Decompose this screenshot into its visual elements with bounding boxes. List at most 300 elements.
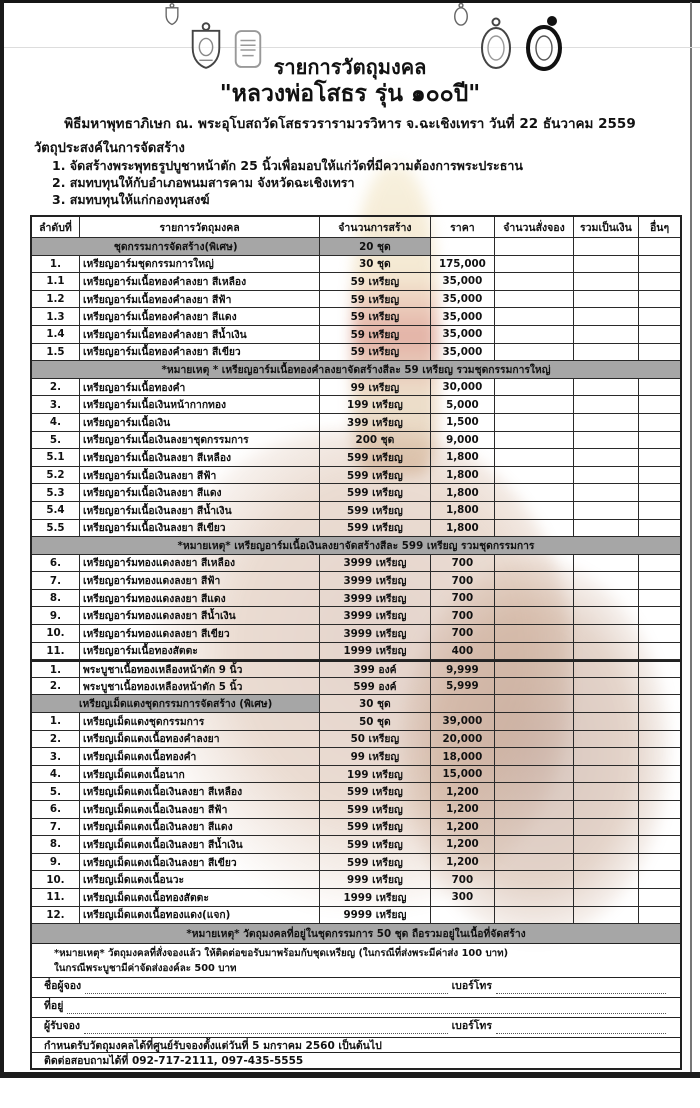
order-qty-cell xyxy=(495,836,573,853)
other-cell xyxy=(639,607,680,624)
qty-cell: 50 ชุด xyxy=(320,713,430,730)
row-number-cell: 11. xyxy=(32,643,80,660)
total-amount-cell xyxy=(574,273,639,290)
qty-cell: 3999 เหรียญ xyxy=(320,625,430,642)
price-cell: 700 xyxy=(431,555,496,572)
price-cell: 9,999 xyxy=(431,662,496,677)
order-qty-cell xyxy=(495,819,573,836)
total-amount-cell xyxy=(574,449,639,466)
item-name-cell: เหรียญอาร์มเนื้อทองคำลงยา สีน้ำเงิน xyxy=(80,326,320,343)
col-header-index: ลำดับที่ xyxy=(32,217,80,237)
shipping-note xyxy=(32,944,680,978)
other-cell xyxy=(639,396,680,413)
row-number-cell: 7. xyxy=(32,572,80,589)
order-qty-cell xyxy=(495,273,573,290)
row-number-cell: 1.1 xyxy=(32,273,80,290)
qty-cell: 3999 เหรียญ xyxy=(320,555,430,572)
item-name-cell: เหรียญอาร์มเนื้อทองคำลงยา สีเหลือง xyxy=(80,273,320,290)
table-row xyxy=(32,484,680,502)
total-amount-cell xyxy=(574,907,639,924)
order-qty-cell xyxy=(495,432,573,449)
qty-cell: 59 เหรียญ xyxy=(320,273,430,290)
address-row xyxy=(32,998,680,1018)
qty-cell: 99 เหรียญ xyxy=(320,748,430,765)
price-cell: 9,000 xyxy=(431,432,496,449)
committee-note-band: *หมายเหตุ* วัตถุมงคลที่อยู่ในชุดกรรมการ 50 ชุด ถือรวมอยู่ในเนื้อที่จัดสร้าง xyxy=(32,924,680,944)
item-name-cell: เหรียญเม็ดแตงชุดกรรมการ xyxy=(80,713,320,730)
price-cell: 39,000 xyxy=(431,713,496,730)
item-name-cell: เหรียญเม็ดแตงเนื้อทองคำลงยา xyxy=(80,731,320,748)
objectives-title: วัตถุประสงค์ในการจัดสร้าง xyxy=(34,141,185,156)
receiver-field xyxy=(84,1021,448,1034)
address-label: ที่อยู่ xyxy=(44,1000,64,1013)
oval-amulet-bold-icon xyxy=(522,15,566,73)
row-number-cell: 3. xyxy=(32,748,80,765)
order-qty-cell xyxy=(495,555,573,572)
order-qty-cell xyxy=(495,871,573,888)
item-name-cell: เหรียญอาร์มเนื้อเงินลงยาชุดกรรมการ xyxy=(80,432,320,449)
total-amount-cell xyxy=(574,396,639,413)
item-name-cell: เหรียญอาร์มเนื้อทองสัตตะ xyxy=(80,643,320,660)
table-body xyxy=(32,238,680,924)
qty-cell: 599 เหรียญ xyxy=(320,854,430,871)
col-header-order: จำนวนสั่งจอง xyxy=(495,217,573,237)
other-cell xyxy=(639,326,680,343)
orderer-name-field xyxy=(85,981,447,994)
order-qty-cell xyxy=(495,572,573,589)
table-row xyxy=(32,396,680,414)
price-cell: 1,500 xyxy=(431,414,496,431)
row-number-cell: 3. xyxy=(32,396,80,413)
order-qty-cell xyxy=(495,326,573,343)
order-qty-cell xyxy=(495,502,573,519)
table-row xyxy=(32,590,680,608)
total-amount-cell xyxy=(574,889,639,906)
row-number-cell: 8. xyxy=(32,836,80,853)
item-name-cell: เหรียญเม็ดแตงเนื้อเงินลงยา สีเขียว xyxy=(80,854,320,871)
order-qty-cell xyxy=(495,344,573,361)
table-row xyxy=(32,432,680,450)
price-cell: 5,999 xyxy=(431,678,496,695)
table-header-row xyxy=(32,217,680,238)
order-qty-cell xyxy=(495,467,573,484)
qty-cell: 20 ชุด xyxy=(320,238,430,255)
objectives-block xyxy=(34,140,700,208)
table-row xyxy=(32,308,680,326)
row-number-cell: 5.5 xyxy=(32,520,80,537)
orderer-phone-field xyxy=(496,981,666,994)
total-amount-cell xyxy=(574,625,639,642)
total-amount-cell xyxy=(574,326,639,343)
section-title-cell: ชุดกรรมการจัดสร้าง(พิเศษ) xyxy=(32,238,320,255)
total-amount-cell xyxy=(574,308,639,325)
receiver-phone-field xyxy=(496,1021,666,1034)
total-amount-cell xyxy=(574,731,639,748)
table-row xyxy=(32,520,680,538)
total-amount-cell xyxy=(574,854,639,871)
total-amount-cell xyxy=(574,238,639,255)
other-cell xyxy=(639,889,680,906)
qty-cell: 50 เหรียญ xyxy=(320,731,430,748)
price-cell: 35,000 xyxy=(431,308,496,325)
order-qty-cell xyxy=(495,256,573,273)
total-amount-cell xyxy=(574,678,639,695)
table-row xyxy=(32,801,680,819)
total-amount-cell xyxy=(574,502,639,519)
item-name-cell: เหรียญเม็ดแตงเนื้อนวะ xyxy=(80,871,320,888)
row-number-cell: 6. xyxy=(32,555,80,572)
qty-cell: 199 เหรียญ xyxy=(320,396,430,413)
objective-item: 1. จัดสร้างพระพุทธรูปบูชาหน้าตัก 25 นิ้วเพื่อมอบให้แก่วัดที่มีความต้องการพระประธาน xyxy=(52,158,523,173)
note-row xyxy=(32,361,680,379)
total-amount-cell xyxy=(574,555,639,572)
table-row xyxy=(32,555,680,573)
orderer-name-row xyxy=(32,978,680,998)
item-name-cell: เหรียญอาร์มเนื้อเงินหน้ากากทอง xyxy=(80,396,320,413)
qty-cell: 3999 เหรียญ xyxy=(320,607,430,624)
table-row xyxy=(32,291,680,309)
other-cell xyxy=(639,344,680,361)
page-title: รายการวัตถุมงคล xyxy=(273,55,427,79)
qty-cell: 30 ชุด xyxy=(320,256,430,273)
table-row xyxy=(32,854,680,872)
item-name-cell: เหรียญอาร์มเนื้อเงินลงยา สีน้ำเงิน xyxy=(80,502,320,519)
total-amount-cell xyxy=(574,484,639,501)
item-name-cell: เหรียญอาร์มทองแดงลงยา สีแดง xyxy=(80,590,320,607)
row-number-cell: 1. xyxy=(32,713,80,730)
row-number-cell: 2. xyxy=(32,678,80,695)
order-qty-cell xyxy=(495,907,573,924)
small-oval-amulet-icon xyxy=(452,3,470,27)
row-number-cell: 12. xyxy=(32,907,80,924)
left-amulet-logos xyxy=(163,3,265,73)
item-name-cell: เหรียญเม็ดแตงเนื้อเงินลงยา สีฟ้า xyxy=(80,801,320,818)
item-name-cell: เหรียญอาร์มเนื้อทองคำลงยา สีเขียว xyxy=(80,344,320,361)
order-qty-cell xyxy=(495,678,573,695)
qty-cell: 599 เหรียญ xyxy=(320,467,430,484)
row-number-cell: 5.2 xyxy=(32,467,80,484)
other-cell xyxy=(639,871,680,888)
qty-cell: 9999 เหรียญ xyxy=(320,907,430,924)
price-cell xyxy=(431,695,496,712)
total-amount-cell xyxy=(574,783,639,800)
row-number-cell: 4. xyxy=(32,766,80,783)
table-row xyxy=(32,467,680,485)
price-cell: 1,800 xyxy=(431,449,496,466)
objective-item: 3. สมทบทุนให้แก่กองทุนสงฆ์ xyxy=(52,192,210,207)
other-cell xyxy=(639,572,680,589)
orderer-name-label: ชื่อผู้จอง xyxy=(44,980,82,993)
scan-border-bottom xyxy=(0,1072,700,1078)
other-cell xyxy=(639,256,680,273)
item-name-cell: เหรียญเม็ดแตงเนื้อทองสัตตะ xyxy=(80,889,320,906)
item-name-cell: เหรียญอาร์มเนื้อทองคำลงยา สีฟ้า xyxy=(80,291,320,308)
row-number-cell: 9. xyxy=(32,854,80,871)
table-row xyxy=(32,273,680,291)
order-qty-cell xyxy=(495,801,573,818)
other-cell xyxy=(639,414,680,431)
qty-cell: 199 เหรียญ xyxy=(320,766,430,783)
qty-cell: 599 เหรียญ xyxy=(320,836,430,853)
table-row xyxy=(32,889,680,907)
other-cell xyxy=(639,766,680,783)
table-row xyxy=(32,819,680,837)
order-qty-cell xyxy=(495,713,573,730)
row-number-cell: 5.4 xyxy=(32,502,80,519)
price-cell: 15,000 xyxy=(431,766,496,783)
other-cell xyxy=(639,502,680,519)
other-cell xyxy=(639,819,680,836)
price-cell xyxy=(431,907,496,924)
item-name-cell: เหรียญเม็ดแตงเนื้อทองคำ xyxy=(80,748,320,765)
price-cell: 700 xyxy=(431,572,496,589)
total-amount-cell xyxy=(574,643,639,660)
qty-cell: 3999 เหรียญ xyxy=(320,572,430,589)
row-number-cell: 11. xyxy=(32,889,80,906)
qty-cell: 200 ชุด xyxy=(320,432,430,449)
table-row xyxy=(32,871,680,889)
price-cell: 1,200 xyxy=(431,819,496,836)
table-row xyxy=(32,572,680,590)
qty-cell: 999 เหรียญ xyxy=(320,871,430,888)
table-row xyxy=(32,783,680,801)
total-amount-cell xyxy=(574,590,639,607)
price-cell: 700 xyxy=(431,625,496,642)
item-name-cell: เหรียญเม็ดแตงเนื้อเงินลงยา สีแดง xyxy=(80,819,320,836)
price-cell xyxy=(431,238,496,255)
qty-cell: 59 เหรียญ xyxy=(320,344,430,361)
item-name-cell: เหรียญอาร์มเนื้อเงินลงยา สีเขียว xyxy=(80,520,320,537)
receiver-label: ผู้รับจอง xyxy=(44,1020,81,1033)
qty-cell: 599 เหรียญ xyxy=(320,449,430,466)
order-qty-cell xyxy=(495,889,573,906)
total-amount-cell xyxy=(574,414,639,431)
qty-cell: 599 เหรียญ xyxy=(320,783,430,800)
total-amount-cell xyxy=(574,766,639,783)
row-number-cell: 1. xyxy=(32,662,80,677)
other-cell xyxy=(639,643,680,660)
section-row xyxy=(32,695,680,713)
other-cell xyxy=(639,783,680,800)
order-qty-cell xyxy=(495,238,573,255)
total-amount-cell xyxy=(574,432,639,449)
qty-cell: 59 เหรียญ xyxy=(320,308,430,325)
table-row xyxy=(32,326,680,344)
other-cell xyxy=(639,678,680,695)
order-qty-cell xyxy=(495,783,573,800)
item-name-cell: เหรียญเม็ดแตงเนื้อทองแดง(แจก) xyxy=(80,907,320,924)
objective-item: 2. สมทบทุนให้กับอำเภอพนมสารคาม จังหวัดฉะเชิงเทรา xyxy=(52,175,355,190)
item-name-cell: เหรียญอาร์มเนื้อเงิน xyxy=(80,414,320,431)
price-cell: 1,800 xyxy=(431,484,496,501)
price-cell: 700 xyxy=(431,590,496,607)
table-row xyxy=(32,660,680,678)
item-name-cell: เหรียญอาร์มเนื้อเงินลงยา สีฟ้า xyxy=(80,467,320,484)
document-header xyxy=(0,0,700,208)
total-amount-cell xyxy=(574,379,639,396)
price-cell: 1,200 xyxy=(431,801,496,818)
total-amount-cell xyxy=(574,520,639,537)
total-amount-cell xyxy=(574,291,639,308)
price-cell: 1,800 xyxy=(431,502,496,519)
row-number-cell: 8. xyxy=(32,590,80,607)
item-name-cell: เหรียญอาร์มทองแดงลงยา สีเหลือง xyxy=(80,555,320,572)
total-amount-cell xyxy=(574,695,639,712)
receiver-phone-label: เบอร์โทร xyxy=(451,1020,492,1033)
oval-amulet-icon xyxy=(476,17,516,73)
order-qty-cell xyxy=(495,449,573,466)
qty-cell: 3999 เหรียญ xyxy=(320,590,430,607)
item-name-cell: เหรียญอาร์มเนื้อเงินลงยา สีเหลือง xyxy=(80,449,320,466)
other-cell xyxy=(639,238,680,255)
row-number-cell: 4. xyxy=(32,414,80,431)
row-number-cell: 5. xyxy=(32,783,80,800)
order-qty-cell xyxy=(495,854,573,871)
price-cell: 1,800 xyxy=(431,520,496,537)
qty-cell: 30 ชุด xyxy=(320,695,430,712)
other-cell xyxy=(639,379,680,396)
row-number-cell: 2. xyxy=(32,379,80,396)
table-row xyxy=(32,625,680,643)
order-qty-cell xyxy=(495,625,573,642)
contact-info-row: ติดต่อสอบถามได้ที่ 092-717-2111, 097-435-5555 xyxy=(44,1055,304,1068)
qty-cell: 99 เหรียญ xyxy=(320,379,430,396)
table-row xyxy=(32,713,680,731)
other-cell xyxy=(639,695,680,712)
price-cell: 30,000 xyxy=(431,379,496,396)
table-row xyxy=(32,256,680,274)
note-row xyxy=(32,537,680,555)
other-cell xyxy=(639,907,680,924)
address-field xyxy=(67,1001,666,1014)
other-cell xyxy=(639,484,680,501)
shipping-note-line1: *หมายเหตุ* วัตถุมงคลที่สั่งจองแล้ว ให้ติดต่อขอรับมาพร้อมกับชุดเหรียญ (ในกรณีที่ส่งพระมีค่าส่ง 100 บาท) xyxy=(54,948,509,960)
table-row xyxy=(32,643,680,661)
other-cell xyxy=(639,555,680,572)
item-name-cell: เหรียญอาร์มชุดกรรมการใหญ่ xyxy=(80,256,320,273)
total-amount-cell xyxy=(574,713,639,730)
other-cell xyxy=(639,432,680,449)
other-cell xyxy=(639,308,680,325)
qty-cell: 599 เหรียญ xyxy=(320,801,430,818)
item-name-cell: เหรียญอาร์มเนื้อทองคำ xyxy=(80,379,320,396)
order-qty-cell xyxy=(495,662,573,677)
item-name-cell: เหรียญอาร์มเนื้อทองคำลงยา สีแดง xyxy=(80,308,320,325)
qty-cell: 599 เหรียญ xyxy=(320,819,430,836)
other-cell xyxy=(639,625,680,642)
price-cell: 20,000 xyxy=(431,731,496,748)
qty-cell: 599 เหรียญ xyxy=(320,484,430,501)
row-number-cell: 5.3 xyxy=(32,484,80,501)
col-header-item: รายการวัตถุมงคล xyxy=(80,217,320,237)
other-cell xyxy=(639,467,680,484)
qty-cell: 599 เหรียญ xyxy=(320,520,430,537)
other-cell xyxy=(639,273,680,290)
price-cell: 1,200 xyxy=(431,836,496,853)
receiver-row xyxy=(32,1018,680,1038)
price-cell: 400 xyxy=(431,643,496,660)
table-row xyxy=(32,449,680,467)
table-row xyxy=(32,748,680,766)
total-amount-cell xyxy=(574,836,639,853)
other-cell xyxy=(639,520,680,537)
order-qty-cell xyxy=(495,379,573,396)
table-row xyxy=(32,907,680,925)
total-amount-cell xyxy=(574,748,639,765)
price-cell: 18,000 xyxy=(431,748,496,765)
order-qty-cell xyxy=(495,291,573,308)
qty-cell: 399 องค์ xyxy=(320,662,430,677)
order-qty-cell xyxy=(495,643,573,660)
row-number-cell: 5.1 xyxy=(32,449,80,466)
other-cell xyxy=(639,449,680,466)
table-row xyxy=(32,379,680,397)
price-cell: 35,000 xyxy=(431,344,496,361)
table-row xyxy=(32,731,680,749)
other-cell xyxy=(639,291,680,308)
price-cell: 35,000 xyxy=(431,326,496,343)
price-cell: 300 xyxy=(431,889,496,906)
col-header-price: ราคา xyxy=(431,217,496,237)
row-number-cell: 1.3 xyxy=(32,308,80,325)
order-qty-cell xyxy=(495,520,573,537)
other-cell xyxy=(639,801,680,818)
order-qty-cell xyxy=(495,308,573,325)
price-cell: 1,800 xyxy=(431,467,496,484)
item-name-cell: เหรียญอาร์มเนื้อเงินลงยา สีแดง xyxy=(80,484,320,501)
other-cell xyxy=(639,748,680,765)
qty-cell: 1999 เหรียญ xyxy=(320,889,430,906)
row-number-cell: 6. xyxy=(32,801,80,818)
table-row xyxy=(32,344,680,362)
qty-cell: 59 เหรียญ xyxy=(320,291,430,308)
ceremony-line: พิธีมหาพุทธาภิเษก ณ. พระอุโบสถวัดโสธรวรารามวรวิหาร จ.ฉะเชิงเทรา วันที่ 22 ธันวาคม 2559 xyxy=(64,116,636,132)
right-amulet-logos xyxy=(452,3,566,73)
other-cell xyxy=(639,590,680,607)
qty-cell: 399 เหรียญ xyxy=(320,414,430,431)
row-number-cell: 9. xyxy=(32,607,80,624)
table-row xyxy=(32,678,680,696)
other-cell xyxy=(639,731,680,748)
price-cell: 700 xyxy=(431,607,496,624)
orderer-phone-label: เบอร์โทร xyxy=(451,980,492,993)
row-number-cell: 10. xyxy=(32,871,80,888)
row-number-cell: 1. xyxy=(32,256,80,273)
price-cell: 1,200 xyxy=(431,783,496,800)
order-qty-cell xyxy=(495,484,573,501)
item-name-cell: เหรียญเม็ดแตงเนื้อนาก xyxy=(80,766,320,783)
qty-cell: 599 เหรียญ xyxy=(320,502,430,519)
row-number-cell: 2. xyxy=(32,731,80,748)
total-amount-cell xyxy=(574,467,639,484)
row-number-cell: 10. xyxy=(32,625,80,642)
total-amount-cell xyxy=(574,607,639,624)
other-cell xyxy=(639,854,680,871)
total-amount-cell xyxy=(574,819,639,836)
row-number-cell: 1.2 xyxy=(32,291,80,308)
price-cell: 700 xyxy=(431,871,496,888)
small-shield-amulet-icon xyxy=(163,3,181,27)
note-cell: *หมายเหตุ* เหรียญอาร์มเนื้อเงินลงยาจัดสร้างสีละ 599 เหรียญ รวมชุดกรรมการ xyxy=(32,537,680,554)
page-subtitle: "หลวงพ่อโสธร รุ่น ๑๐๐ปี" xyxy=(219,81,481,107)
item-name-cell: พระบูชาเนื้อทองเหลืองหน้าตัก 5 นิ้ว xyxy=(80,678,320,695)
total-amount-cell xyxy=(574,662,639,677)
price-cell: 35,000 xyxy=(431,273,496,290)
price-cell: 1,200 xyxy=(431,854,496,871)
order-qty-cell xyxy=(495,414,573,431)
col-header-other: อื่นๆ xyxy=(649,221,670,234)
col-header-total: รวมเป็นเงิน xyxy=(574,217,639,237)
